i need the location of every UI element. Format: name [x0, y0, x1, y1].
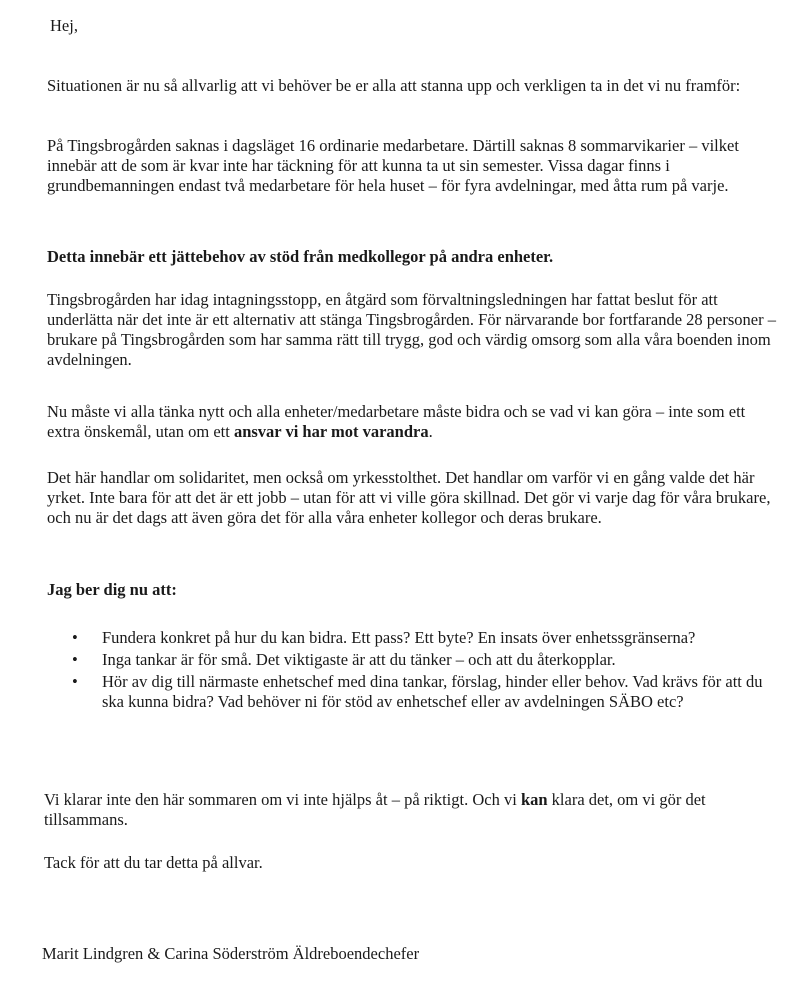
bullet-icon: • — [72, 650, 78, 669]
paragraph-think-new-bold: ansvar vi har mot varandra — [233, 422, 429, 441]
greeting: Hej, — [50, 16, 78, 35]
paragraph-think-new-text: Nu måste vi alla tänka nytt och alla enheter/medarbetare måste bidra och se vad vi kan göra – inte som ett extra önskemål, utan om ett — [47, 402, 746, 441]
list-item — [72, 672, 772, 712]
paragraph-summer — [44, 790, 774, 830]
list-item-text: Inga tankar är för små. Det viktigaste är att du tänker – och att du återkopplar. — [102, 650, 616, 669]
signature: Marit Lindgren & Carina Söderström Äldreboendechefer — [42, 944, 420, 963]
bullet-icon: • — [72, 672, 78, 691]
paragraph-think-new — [47, 402, 777, 442]
paragraph-situation: Situationen är nu så allvarlig att vi behöver be er alla att stanna upp och verkligen ta in det vi nu framför: — [47, 76, 741, 95]
request-list — [72, 628, 772, 714]
ask-heading: Jag ber dig nu att: — [47, 580, 177, 599]
list-item-text: Fundera konkret på hur du kan bidra. Ett pass? Ett byte? En insats över enhetssgränserna? — [102, 628, 696, 647]
paragraph-solidarity: Det här handlar om solidaritet, men också om yrkesstolthet. Det handlar om varför vi en gång valde det här yrket. Inte bara för att det är ett jobb – utan för att vi ville göra skillnad. Det gör vi varje dag för våra brukare, och nu är det dags att även göra det för alla våra enheter kollegor och deras brukare. — [47, 468, 771, 527]
paragraph-think-new-end: . — [428, 422, 433, 441]
bold-heading-need: Detta innebär ett jättebehov av stöd från medkollegor på andra enheter. — [47, 247, 554, 266]
paragraph-thanks: Tack för att du tar detta på allvar. — [44, 853, 263, 872]
paragraph-summer-end: klara det, om vi gör det tillsammans. — [44, 790, 706, 829]
list-item — [72, 650, 772, 670]
paragraph-admission-stop: Tingsbrogården har idag intagningsstopp, en åtgärd som förvaltningsledningen har fattat beslut för att underlätta när det inte är ett alternativ att stänga Tingsbrogården. För närvarande bor fortfarande 28 personer – brukare på Tingsbrogården som har samma rätt till trygg, god och värdig omsorg som alla våra boenden inom avdelningen. — [47, 290, 776, 369]
paragraph-summer-text: Vi klarar inte den här sommaren om vi inte hjälps åt – på riktigt. Och vi — [44, 790, 521, 809]
list-item-text: Hör av dig till närmaste enhetschef med dina tankar, förslag, hinder eller behov. Vad krävs för att du ska kunna bidra? Vad behöver ni för stöd av enhetschef eller av avdelningen SÄBO etc? — [102, 672, 763, 711]
list-item — [72, 628, 772, 648]
bullet-icon: • — [72, 628, 78, 647]
paragraph-staffing: På Tingsbrogården saknas i dagsläget 16 ordinarie medarbetare. Därtill saknas 8 sommarvikarier – vilket innebär att de som är kvar inte har täckning för att kunna ta ut sin semester. Vissa dagar finns i grundbemanningen endast två medarbetare för hela huset – för fyra avdelningar, med åtta rum på varje. — [47, 136, 739, 195]
paragraph-summer-bold: kan — [520, 790, 548, 809]
